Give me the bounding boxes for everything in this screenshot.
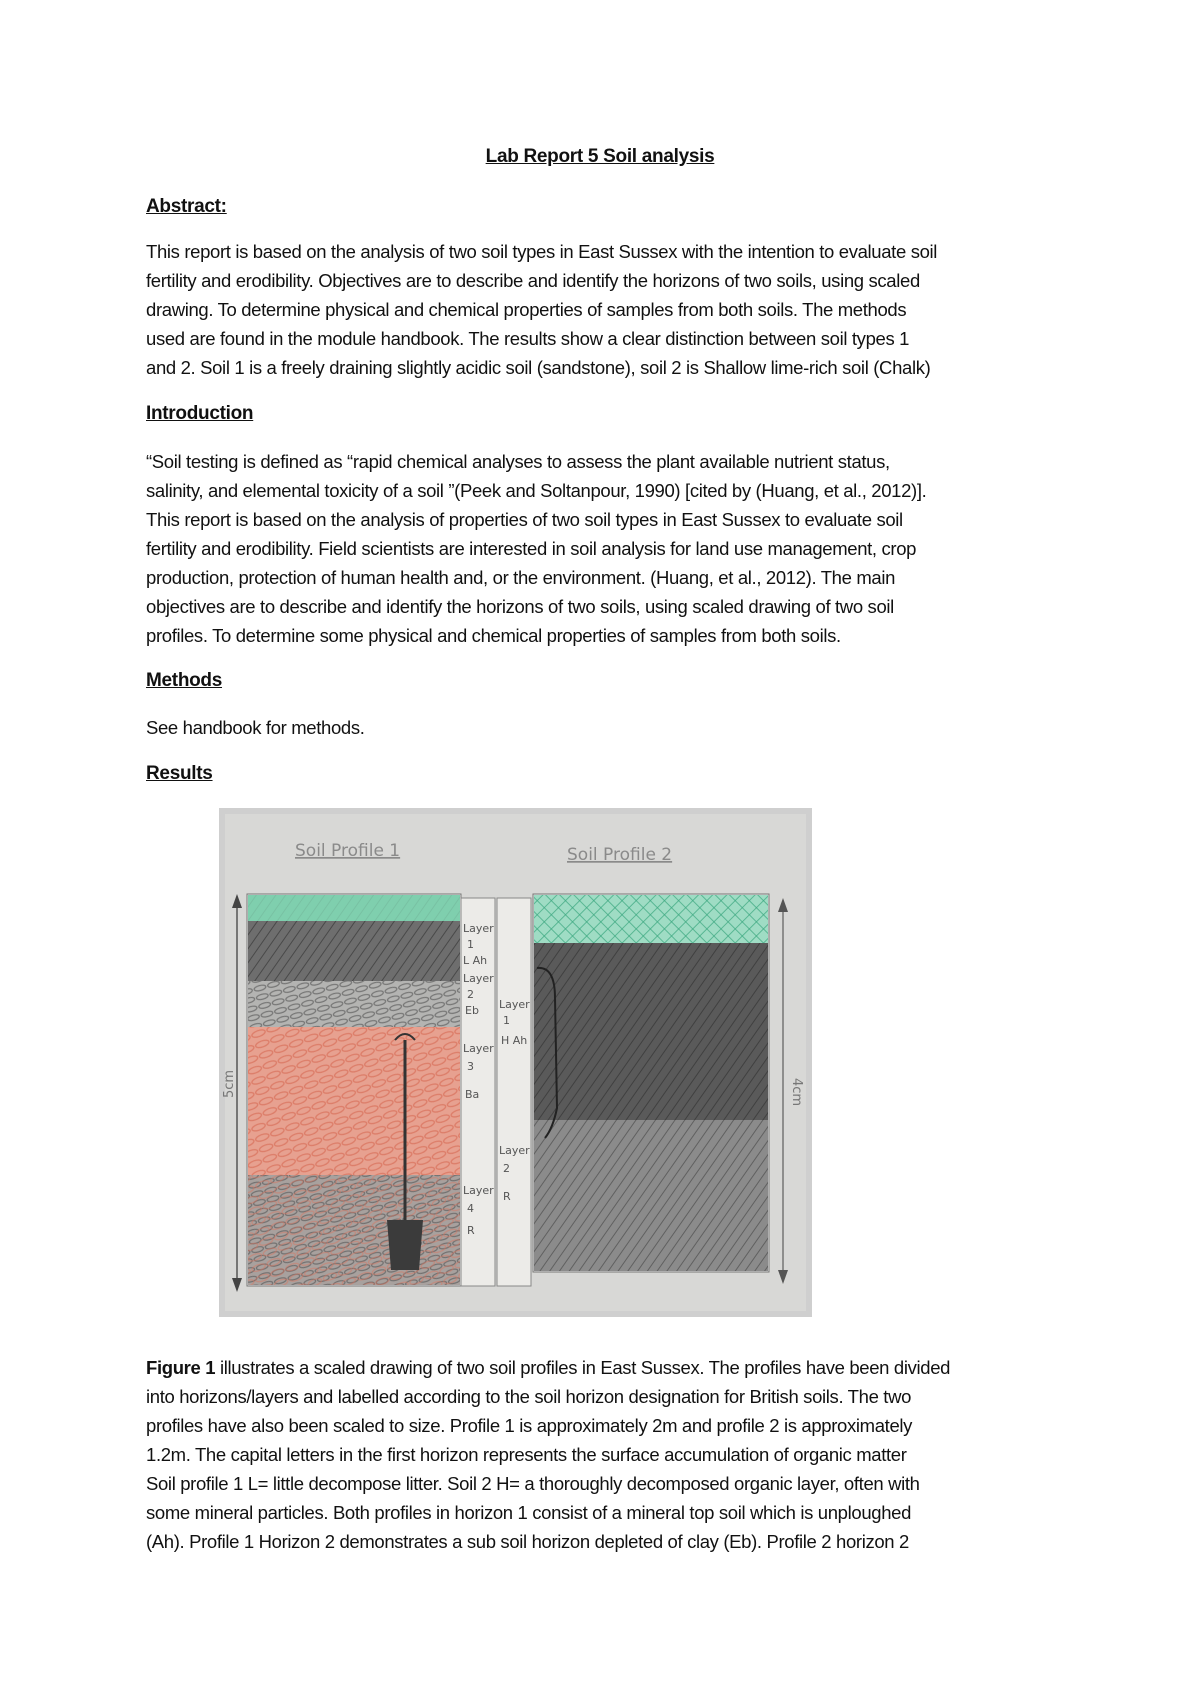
scale-label-1: 5cm (222, 1069, 237, 1098)
p1-label-1-code: L Ah (463, 954, 488, 967)
p2-label-1-num: 1 (503, 1014, 510, 1027)
figure-caption (146, 1353, 1066, 1556)
caption-line: (Ah). Profile 1 Horizon 2 demonstrates a sub soil horizon depleted of clay (Eb). Profile 2 horizon 2 (146, 1531, 909, 1552)
p2-label-2-code: R (503, 1190, 511, 1203)
p2-label-1-layer: Layer (499, 998, 530, 1011)
p2-label-1-code: H Ah (501, 1034, 528, 1047)
introduction-line: “Soil testing is defined as “rapid chemical analyses to assess the plant available nutrient status, (146, 451, 890, 472)
p1-label-3-code: Ba (465, 1088, 480, 1101)
caption-line: Soil profile 1 L= little decompose litter. Soil 2 H= a thoroughly decomposed organic layer, often with (146, 1473, 920, 1494)
profile1-title: Soil Profile 1 (295, 841, 401, 861)
p1-label-4-layer: Layer (463, 1184, 494, 1197)
p1-label-2-num: 2 (467, 988, 474, 1001)
figure-ref: Figure 1 (146, 1357, 216, 1378)
abstract-line: used are found in the module handbook. The results show a clear distinction between soil types 1 (146, 328, 910, 349)
introduction-line: profiles. To determine some physical and chemical properties of samples from both soils. (146, 625, 841, 646)
p1-label-3-layer: Layer (463, 1042, 494, 1055)
scale-label-2: 4cm (789, 1078, 804, 1107)
caption-line: some mineral particles. Both profiles in horizon 1 consist of a mineral top soil which is unploughed (146, 1502, 912, 1523)
p1-label-3-num: 3 (467, 1060, 474, 1073)
p1-label-4-code: R (467, 1224, 475, 1237)
caption-line-text: illustrates a scaled drawing of two soil profiles in East Sussex. The profiles have been divided (215, 1357, 951, 1378)
introduction-paragraph (146, 447, 1066, 650)
abstract-line: and 2. Soil 1 is a freely draining slightly acidic soil (sandstone), soil 2 is Shallow lime-rich soil (Chalk) (146, 357, 931, 378)
introduction-line: salinity, and elemental toxicity of a soil ”(Peek and Soltanpour, 1990) [cited by (Huang, et al., 2012)]. (146, 480, 927, 501)
profile2-title: Soil Profile 2 (567, 845, 673, 865)
abstract-line: fertility and erodibility. Objectives are to describe and identify the horizons of two soils, using scaled (146, 270, 920, 291)
page-title: Lab Report 5 Soil analysis (485, 146, 715, 167)
abstract-heading: Abstract: (146, 196, 227, 217)
introduction-line: fertility and erodibility. Field scientists are interested in soil analysis for land use management, crop (146, 538, 917, 559)
p1-label-2-code: Eb (465, 1004, 479, 1017)
introduction-line: objectives are to describe and identify the horizons of two soils, using scaled drawing of two soil (146, 596, 894, 617)
p2-label-2-num: 2 (503, 1162, 510, 1175)
results-heading: Results (146, 763, 213, 784)
abstract-line: This report is based on the analysis of two soil types in East Sussex with the intention to evaluate soil (146, 241, 938, 262)
p2-label-2-layer: Layer (499, 1144, 530, 1157)
caption-line: profiles have also been scaled to size. Profile 1 is approximately 2m and profile 2 is approximately (146, 1415, 913, 1436)
p1-label-4-num: 4 (467, 1202, 474, 1215)
caption-line: into horizons/layers and labelled according to the soil horizon designation for British soils. The two (146, 1386, 912, 1407)
methods-heading: Methods (146, 670, 223, 691)
introduction-line: This report is based on the analysis of properties of two soil types in East Sussex to evaluate soil (146, 509, 903, 530)
p1-label-2-layer: Layer (463, 972, 494, 985)
caption-line: 1.2m. The capital letters in the first horizon represents the surface accumulation of organic matter (146, 1444, 907, 1465)
introduction-heading: Introduction (146, 403, 254, 424)
p1-label-1-layer: Layer (463, 922, 494, 935)
abstract-line: drawing. To determine physical and chemical properties of samples from both soils. The methods (146, 299, 907, 320)
introduction-line: production, protection of human health and, or the environment. (Huang, et al., 2012). The main (146, 567, 896, 588)
abstract-paragraph (146, 237, 1066, 382)
caption-line (146, 1353, 1066, 1382)
methods-text: See handbook for methods. (146, 717, 365, 738)
soil-profile-figure (219, 808, 812, 1317)
p1-label-1-num: 1 (467, 938, 474, 951)
